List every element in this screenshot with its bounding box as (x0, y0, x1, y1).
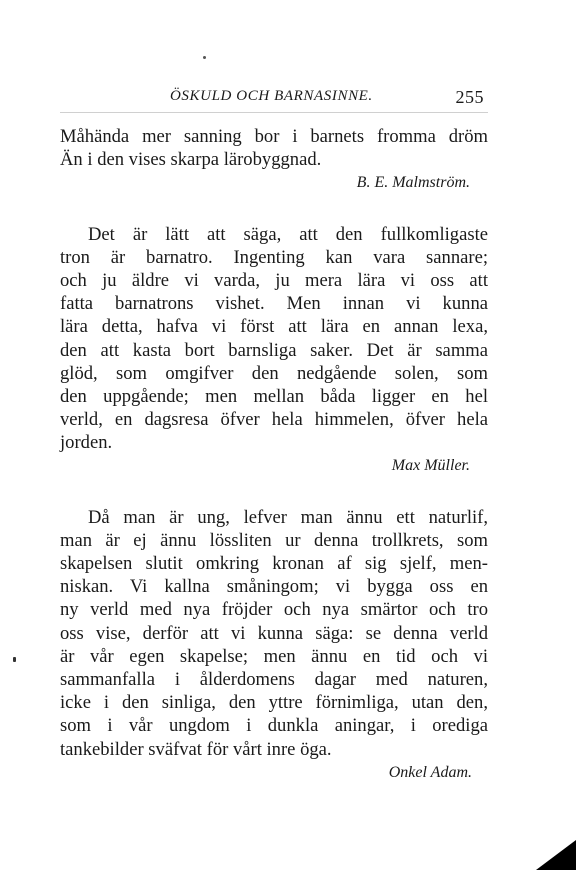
muller-attribution: Max Müller. (391, 457, 470, 475)
muller-line: den uppgående; men mellan båda ligger en hel (60, 385, 488, 407)
muller-line: verld, en dagsresa öfver hela himmelen, öfver hela (60, 409, 488, 431)
adam-line: oss vise, derför att vi kunna säga: se denna verld (60, 622, 488, 644)
adam-line: tankebilder sväfvat för vårt inre öga. (60, 738, 332, 760)
adam-attribution: Onkel Adam. (388, 763, 472, 781)
adam-line: skapelsen slutit omkring kronan af sig sjelf, men- (60, 553, 488, 574)
adam-line: man är ej ännu lössliten ur denna trollkrets, som (60, 529, 488, 551)
poem-attribution: B. E. Malmström. (356, 174, 470, 192)
page-number: 255 (455, 87, 484, 107)
muller-line: och ju äldre vi varda, ju mera lära vi oss att (60, 269, 488, 291)
muller-line: tron är barnatro. Ingenting kan vara sannare; (60, 246, 488, 268)
adam-line: ny verld med nya fröjder och nya smärtor och tro (60, 599, 488, 621)
muller-quote (60, 223, 488, 478)
section-gap (60, 195, 488, 223)
muller-line: glöd, som omgifver den nedgående solen, som (60, 362, 488, 384)
page-body (60, 125, 488, 784)
page-header (60, 88, 488, 108)
adam-line: icke i den sinliga, den yttre förnimliga, utan den, (60, 692, 488, 714)
running-title: ÖSKULD OCH BARNASINNE. (170, 88, 373, 104)
poem-line: Än i den vises skarpa lärobyggnad. (60, 149, 322, 171)
muller-line: den att kasta bort barnsliga saker. Det är samma (60, 339, 488, 361)
section-gap (60, 478, 488, 506)
poem-line: Måhända mer sanning bor i barnets fromma dröm (60, 126, 488, 147)
muller-line: Det är lätt att säga, att den fullkomligaste (88, 223, 488, 245)
header-rule (60, 112, 488, 113)
muller-line: lära detta, hafva vi först att lära en annan lexa, (60, 316, 488, 338)
ink-speck (203, 56, 206, 59)
adam-quote (60, 506, 488, 784)
adam-line: är vår egen skapelse; men ännu en tid och vi (60, 645, 488, 667)
page-corner-shadow (536, 840, 576, 870)
adam-line: som i vår ungdom i dunkla aningar, i orediga (60, 715, 488, 737)
adam-line: Då man är ung, lefver man ännu ett naturlif, (88, 506, 488, 528)
poem-quote (60, 125, 488, 195)
adam-line: sammanfalla i ålderdomens dagar med naturen, (60, 668, 488, 690)
muller-line: jorden. (60, 432, 113, 454)
muller-line: fatta barnatrons vishet. Men innan vi kunna (60, 293, 488, 315)
margin-mark (13, 657, 16, 662)
adam-line: niskan. Vi kallna småningom; vi bygga oss en (60, 576, 488, 598)
